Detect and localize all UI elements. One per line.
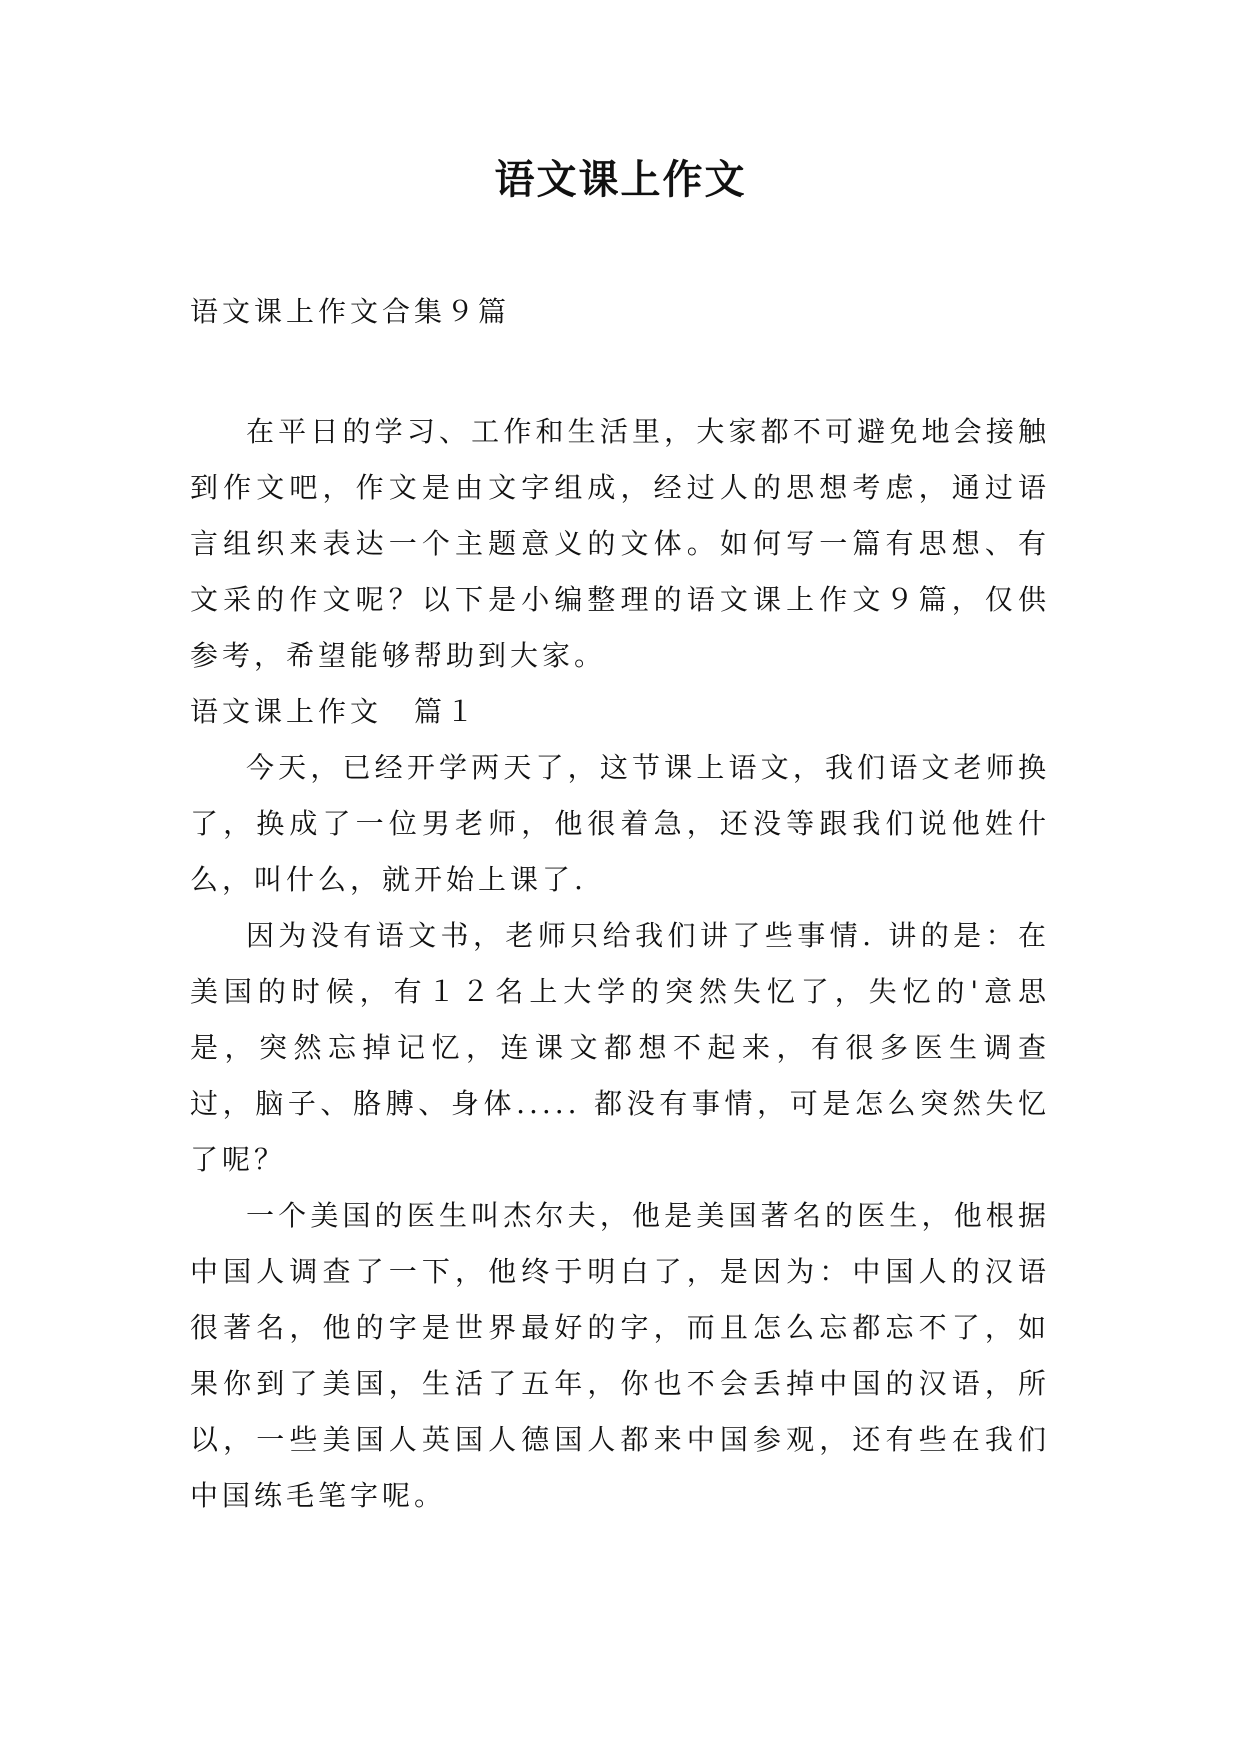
paragraph: 一个美国的医生叫杰尔夫，他是美国著名的医生，他根据中国人调查了一下，他终于明白了，是因为：中国人的汉语很著名，他的字是世界最好的字，而且怎么忘都忘不了，如果你到了美国，生活了五年，你也不会丢掉中国的汉语，所以，一些美国人英国人德国人都来中国参观，还有些在我们中国练毛笔字呢。 xyxy=(190,1199,1050,1512)
intro-paragraph: 在平日的学习、工作和生活里，大家都不可避免地会接触到作文吧，作文是由文字组成，经过人的思想考虑，通过语言组织来表达一个主题意义的文体。如何写一篇有思想、有文采的作文呢？以下是小编整理的语文课上作文９篇，仅供参考，希望能够帮助到大家。 xyxy=(190,415,1050,672)
paragraph: 今天，已经开学两天了，这节课上语文，我们语文老师换了，换成了一位男老师，他很着急，还没等跟我们说他姓什么，叫什么，就开始上课了. xyxy=(190,751,1050,896)
document-content xyxy=(190,404,1050,1524)
section-heading: 语文课上作文 篇１ xyxy=(190,695,479,728)
paragraph: 因为没有语文书，老师只给我们讲了些事情. 讲的是：在美国的时候，有１２名上大学的突然失忆了，失忆的'意思是，突然忘掉记忆，连课文都想不起来，有很多医生调查过，脑子、胳膊、身体..... 都没有事情，可是怎么突然失忆了呢？ xyxy=(190,919,1050,1176)
document-title: 语文课上作文 xyxy=(494,156,747,203)
document-subtitle: 语文课上作文合集９篇 xyxy=(190,295,511,328)
